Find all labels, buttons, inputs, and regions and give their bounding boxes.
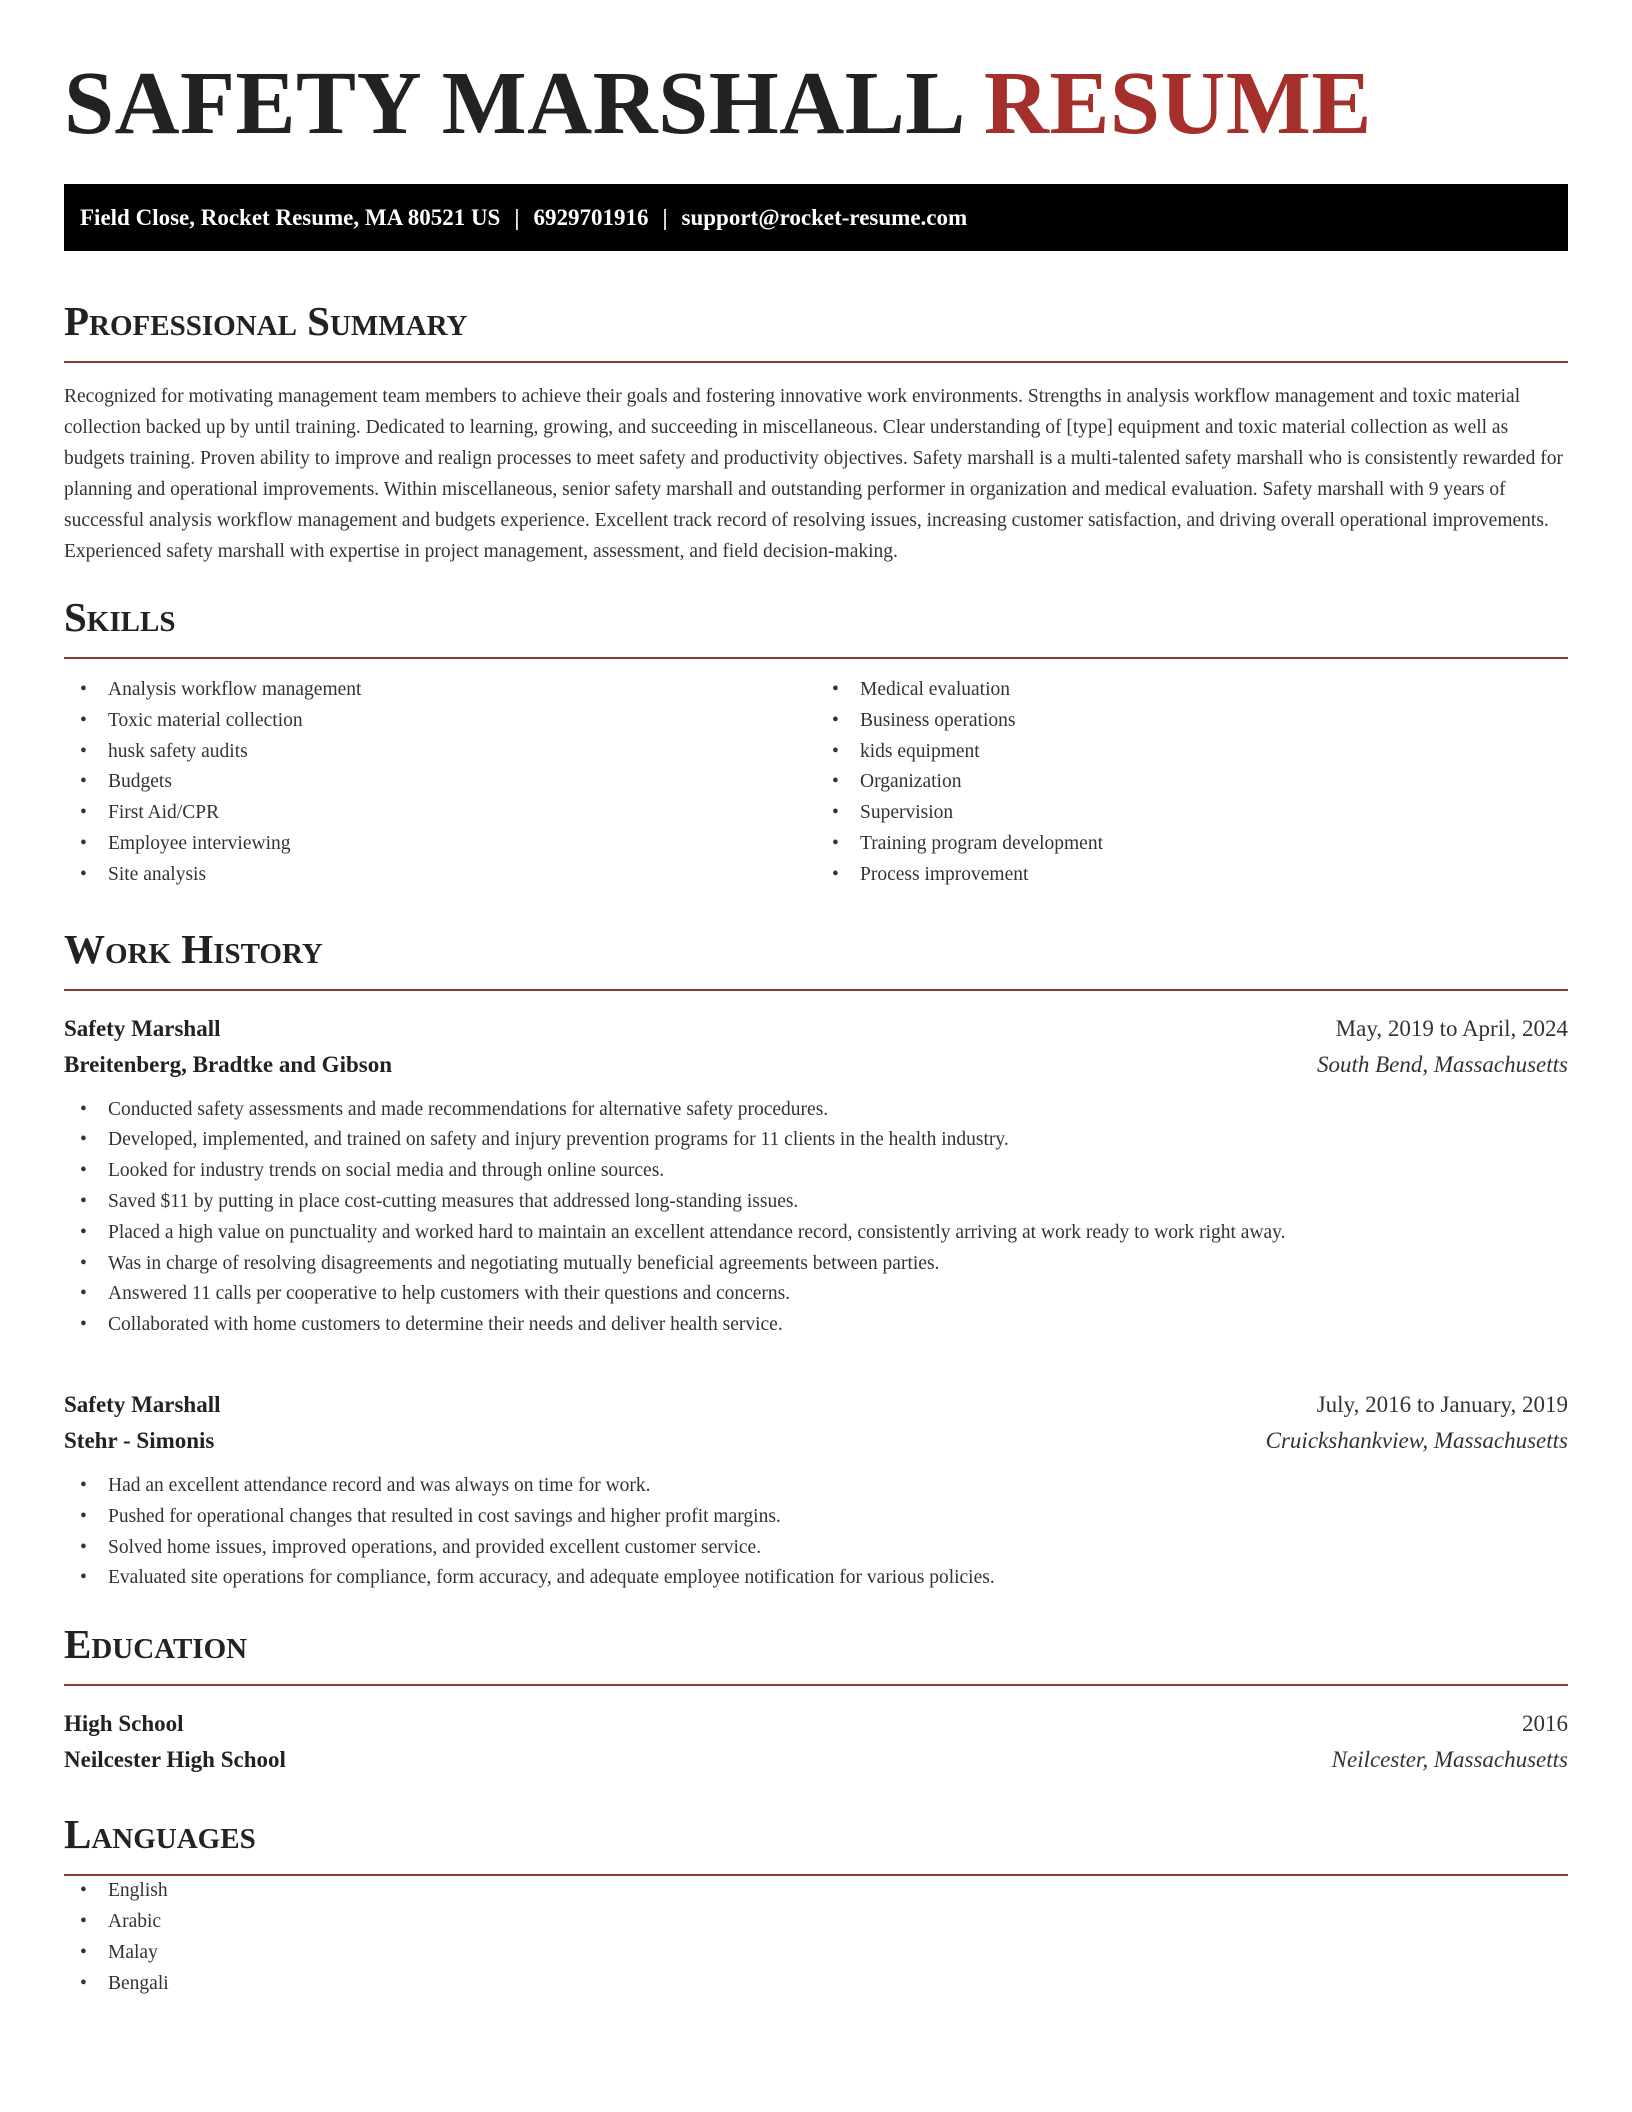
section-divider — [64, 989, 1568, 991]
job-duty: • Evaluated site operations for compliance, form accuracy, and adequate employee notification for various policies. — [64, 1563, 1568, 1594]
skill-item: • husk safety audits — [64, 737, 816, 768]
education-degree: High School — [64, 1711, 184, 1737]
skill-item: • Budgets — [64, 767, 816, 798]
job-duty: • Collaborated with home customers to determine their needs and deliver health service. — [64, 1310, 1568, 1341]
skill-item: • Site analysis — [64, 860, 816, 891]
job-duty: • Saved $11 by putting in place cost-cutting measures that addressed long-standing issues. — [64, 1187, 1568, 1218]
language-item: • English — [64, 1876, 1568, 1907]
skill-item: • Toxic material collection — [64, 706, 816, 737]
skill-item: • Employee interviewing — [64, 829, 816, 860]
contact-phone: 6929701916 — [533, 204, 649, 230]
skill-item: • Business operations — [816, 706, 1568, 737]
job-location: Cruickshankview, Massachusetts — [1265, 1427, 1568, 1453]
summary-heading: Professional Summary — [64, 298, 468, 344]
job-company-row — [64, 1423, 1568, 1459]
job-duty: • Answered 11 calls per cooperative to help customers with their questions and concerns. — [64, 1279, 1568, 1310]
resume-title — [64, 54, 1568, 154]
job-dates: July, 2016 to January, 2019 — [1316, 1391, 1568, 1417]
education-heading: Education — [64, 1621, 248, 1668]
job-header-row — [64, 1387, 1568, 1423]
job-dates: May, 2019 to April, 2024 — [1335, 1015, 1568, 1041]
education-header-row — [64, 1706, 1568, 1742]
job-duty: • Had an excellent attendance record and was always on time for work. — [64, 1471, 1568, 1502]
language-item: • Malay — [64, 1938, 1568, 1969]
skill-item: • First Aid/CPR — [64, 798, 816, 829]
job-duty: • Looked for industry trends on social media and through online sources. — [64, 1156, 1568, 1187]
section-divider — [64, 1684, 1568, 1686]
job-duty: • Solved home issues, improved operations, and provided excellent customer service. — [64, 1533, 1568, 1564]
skills-column-left — [64, 675, 816, 891]
skills-column-right — [816, 675, 1568, 891]
work-history-heading: Work History — [64, 925, 323, 972]
languages-list — [64, 1876, 1568, 1999]
contact-address: Field Close, Rocket Resume, MA 80521 US — [80, 204, 501, 230]
job-duty: • Developed, implemented, and trained on safety and injury prevention programs for 11 clients in the health industry. — [64, 1125, 1568, 1156]
skill-item: • Organization — [816, 767, 1568, 798]
job-duties — [64, 1095, 1568, 1341]
section-divider — [64, 657, 1568, 659]
contact-separator: | — [662, 204, 668, 230]
skill-item: • Analysis workflow management — [64, 675, 816, 706]
job-duty: • Placed a high value on punctuality and worked hard to maintain an excellent attendance record, consistently arriving at work ready to work right away. — [64, 1218, 1568, 1249]
education-school: Neilcester High School — [64, 1747, 286, 1773]
languages-heading: Languages — [64, 1811, 256, 1858]
job-title: Safety Marshall — [64, 1391, 221, 1417]
skills-list — [64, 675, 1568, 891]
job-location: South Bend, Massachusetts — [1316, 1051, 1568, 1077]
job-duty: • Pushed for operational changes that resulted in cost savings and higher profit margins. — [64, 1502, 1568, 1533]
job-title: Safety Marshall — [64, 1015, 221, 1041]
skill-item: • Training program development — [816, 829, 1568, 860]
education-year: 2016 — [1522, 1711, 1568, 1737]
job-entry — [64, 1011, 1568, 1341]
skill-item: • Process improvement — [816, 860, 1568, 891]
skill-item: • Supervision — [816, 798, 1568, 829]
skill-item: • kids equipment — [816, 737, 1568, 768]
education-entry — [64, 1706, 1568, 1778]
section-divider — [64, 361, 1568, 363]
title-accent: RESUME — [983, 54, 1372, 153]
job-duty: • Was in charge of resolving disagreements and negotiating mutually beneficial agreements between parties. — [64, 1249, 1568, 1280]
contact-bar — [64, 184, 1568, 251]
job-company: Stehr - Simonis — [64, 1427, 215, 1453]
contact-separator: | — [514, 204, 520, 230]
job-duty: • Conducted safety assessments and made recommendations for alternative safety procedures. — [64, 1095, 1568, 1126]
language-item: • Arabic — [64, 1907, 1568, 1938]
education-location: Neilcester, Massachusetts — [1331, 1747, 1568, 1773]
job-company: Breitenberg, Bradtke and Gibson — [64, 1051, 392, 1077]
job-entry — [64, 1387, 1568, 1594]
language-item: • Bengali — [64, 1969, 1568, 2000]
job-company-row — [64, 1047, 1568, 1083]
skills-heading: Skills — [64, 594, 176, 640]
title-main: SAFETY MARSHALL — [64, 54, 961, 153]
job-duties — [64, 1471, 1568, 1594]
job-header-row — [64, 1011, 1568, 1047]
summary-text: Recognized for motivating management team members to achieve their goals and fostering innovative work environments. Strengths in analysis workflow management and toxic material collection backed up by until training. Dedicated to learning, growing, and succeeding in miscellaneous. Clear understanding of [type] equipment and toxic material collection as well as budgets training. Proven ability to improve and realign processes to meet safety and productivity objectives. Safety marshall is a multi-talented safety marshall who is consistently rewarded for planning and operational improvements. Within miscellaneous, senior safety marshall and outstanding performer in organization and medical evaluation. Safety marshall with 9 years of successful analysis workflow management and budgets experience. Excellent track record of resolving issues, increasing customer satisfaction, and driving overall operational improvements. Experienced safety marshall with expertise in project management, assessment, and field decision-making. — [64, 386, 1563, 562]
contact-email: support@rocket-resume.com — [681, 204, 968, 230]
skill-item: • Medical evaluation — [816, 675, 1568, 706]
education-school-row — [64, 1742, 1568, 1778]
